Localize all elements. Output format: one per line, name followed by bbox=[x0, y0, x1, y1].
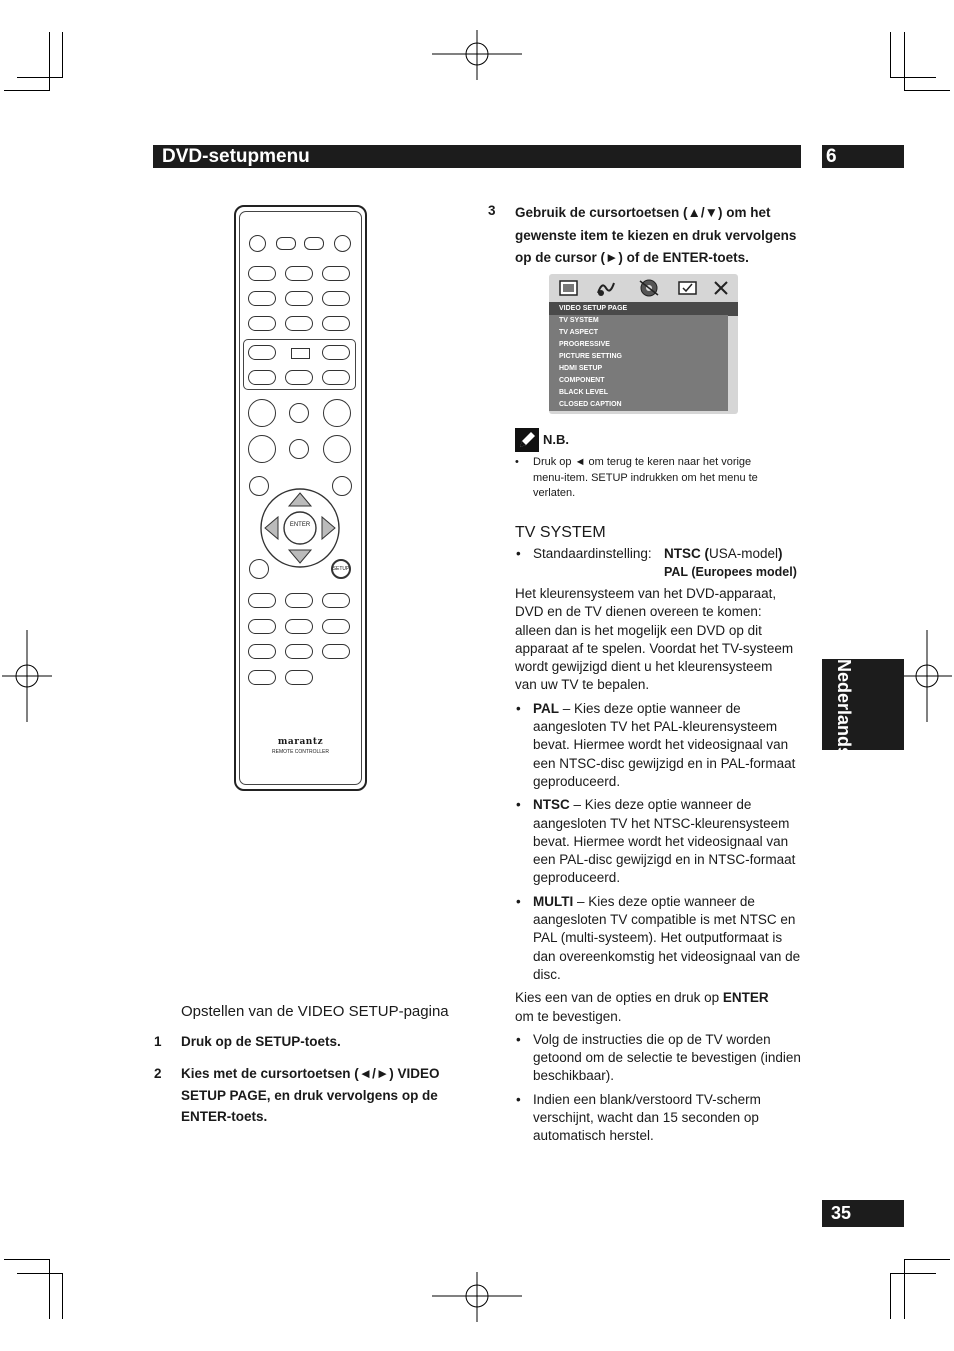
step-text: Gebruik de cursortoetsen (▲/▼) om het gewenste item te kiezen en druk vervolgens op de cursor (►) of de ENTER-toets. bbox=[515, 205, 797, 265]
audio-icon bbox=[595, 279, 617, 297]
remote-button bbox=[248, 619, 276, 634]
remote-button bbox=[249, 559, 269, 579]
bullet-item: • Indien een blank/verstoord TV-scherm verschijnt, wacht dan 15 seconden op automatisch herstel. bbox=[515, 1091, 805, 1146]
bullet-item: • Volg de instructies die op de TV worden getoond om de selectie te bevestigen (indien beschikbaar). bbox=[515, 1031, 805, 1086]
step-2: 2 Kies met de cursortoetsen (◄/►) VIDEO SETUP PAGE, en druk vervolgens op de ENTER-toets. bbox=[154, 1066, 440, 1124]
osd-item: PROGRESSIVE bbox=[559, 341, 610, 348]
note-label: N.B. bbox=[543, 432, 569, 447]
confirm-paragraph: Kies een van de opties en druk op ENTER om te bevestigen. bbox=[515, 990, 769, 1024]
remote-button bbox=[304, 237, 324, 250]
tv-system-heading: TV SYSTEM bbox=[515, 524, 606, 541]
osd-header: VIDEO SETUP PAGE bbox=[549, 302, 738, 316]
remote-label: REMOTE CONTROLLER bbox=[272, 749, 329, 755]
remote-button bbox=[322, 266, 350, 281]
remote-button bbox=[334, 235, 351, 252]
default-ntsc-model: USA-model bbox=[709, 546, 779, 561]
step-number: 3 bbox=[488, 203, 496, 218]
remote-button bbox=[285, 619, 313, 634]
remote-button bbox=[248, 399, 276, 427]
tv-system-paragraph: Het kleurensysteem van het DVD-apparaat, DVD en de TV dienen overeen te komen: alleen dan is het mogelijk een DVD op dit apparaat af te spelen. Voordat het TV-systeem wordt gewijzigd dient u het kleurensysteem van uw TV te bepalen. bbox=[515, 586, 794, 693]
remote-button bbox=[248, 435, 276, 463]
tv-system-options bbox=[515, 700, 805, 984]
remote-button bbox=[248, 316, 276, 331]
remote-button bbox=[285, 670, 313, 685]
language-tab bbox=[822, 659, 904, 758]
remote-button bbox=[248, 670, 276, 685]
osd-item: PICTURE SETTING bbox=[559, 353, 623, 360]
osd-item: TV ASPECT bbox=[559, 329, 599, 336]
osd-item: TV SYSTEM bbox=[559, 317, 599, 324]
osd-item: HDMI SETUP bbox=[559, 365, 603, 372]
page-number-bar bbox=[822, 1200, 904, 1227]
navigation-pad bbox=[259, 487, 341, 569]
default-pal: PAL (Europees model) bbox=[664, 565, 797, 579]
setup-button-label: SETUP bbox=[332, 566, 350, 572]
remote-button bbox=[285, 266, 313, 281]
remote-button bbox=[248, 593, 276, 608]
enter-button-label: ENTER bbox=[289, 522, 311, 528]
note-text: Druk op ◄ om terug te keren naar het vorige menu-item. SETUP indrukken om het menu te verlaten. bbox=[533, 456, 758, 499]
step-1: 1 Druk op de SETUP-toets. bbox=[154, 1034, 341, 1049]
remote-button bbox=[285, 644, 313, 659]
remote-button bbox=[248, 291, 276, 306]
osd-menu-screenshot bbox=[549, 274, 738, 414]
remote-button bbox=[248, 644, 276, 659]
option-ntsc: • NTSC – Kies deze optie wanneer de aangesloten TV het NTSC-kleurensysteem bevat. Hiermee wordt het videosignaal van een PAL-disc gewijzigd en in NTSC-formaat geproduceerd. bbox=[515, 796, 805, 887]
remote-button bbox=[249, 235, 266, 252]
remote-button bbox=[323, 399, 351, 427]
osd-item: COMPONENT bbox=[559, 377, 605, 384]
page-number: 35 bbox=[831, 1203, 852, 1223]
osd-item: BLACK LEVEL bbox=[559, 389, 608, 396]
remote-button bbox=[285, 291, 313, 306]
page-title: DVD-setupmenu bbox=[162, 146, 310, 167]
default-label: Standaardinstelling: bbox=[533, 546, 652, 561]
remote-button bbox=[322, 370, 350, 385]
default-ntsc-close: ) bbox=[778, 546, 783, 561]
pencil-icon bbox=[515, 428, 539, 452]
remote-button bbox=[322, 345, 350, 360]
remote-button bbox=[285, 316, 313, 331]
header-bar bbox=[153, 145, 801, 168]
osd-item: CLOSED CAPTION bbox=[559, 401, 622, 408]
language-label: Nederlands bbox=[834, 659, 854, 758]
tv-system-section bbox=[515, 523, 805, 1146]
remote-button bbox=[323, 435, 351, 463]
disc-icon bbox=[559, 279, 579, 297]
option-pal: • PAL – Kies deze optie wanneer de aangesloten TV het PAL-kleurensysteem bevat. Hiermee wordt het videosignaal van een NTSC-disc gewijzigd en in PAL-formaat geproduceerd. bbox=[515, 700, 805, 791]
remote-button bbox=[289, 403, 309, 423]
step-3 bbox=[488, 202, 808, 270]
remote-control-illustration bbox=[234, 205, 367, 791]
remote-brand: marantz bbox=[277, 737, 324, 747]
chapter-tab bbox=[822, 145, 904, 168]
remote-button bbox=[276, 237, 296, 250]
remote-button bbox=[322, 291, 350, 306]
remote-button bbox=[322, 593, 350, 608]
remote-button bbox=[322, 644, 350, 659]
remote-button bbox=[248, 370, 276, 385]
video-setup-heading: Opstellen van de VIDEO SETUP-pagina bbox=[181, 1003, 449, 1020]
remote-button bbox=[285, 370, 313, 385]
video-icon bbox=[637, 278, 661, 298]
tv-system-bullets bbox=[515, 1031, 805, 1146]
option-multi: • MULTI – Kies deze optie wanneer de aangesloten TV compatible is met NTSC en PAL (multi-systeem). Het outputformaat is dan overeenkomstig het videosignaal van de disc. bbox=[515, 893, 805, 984]
remote-button bbox=[248, 266, 276, 281]
preference-icon bbox=[677, 279, 699, 297]
chapter-number: 6 bbox=[826, 146, 837, 167]
remote-button bbox=[289, 439, 309, 459]
video-setup-section bbox=[154, 1002, 474, 1128]
exit-icon bbox=[712, 279, 730, 297]
osd-items bbox=[549, 315, 728, 411]
remote-button bbox=[322, 619, 350, 634]
default-ntsc: NTSC ( bbox=[664, 546, 709, 561]
remote-button bbox=[248, 345, 276, 360]
remote-button bbox=[322, 316, 350, 331]
default-setting: • Standaardinstelling: NTSC (USA-model) PAL (Europees model) bbox=[515, 545, 805, 583]
remote-button bbox=[285, 593, 313, 608]
